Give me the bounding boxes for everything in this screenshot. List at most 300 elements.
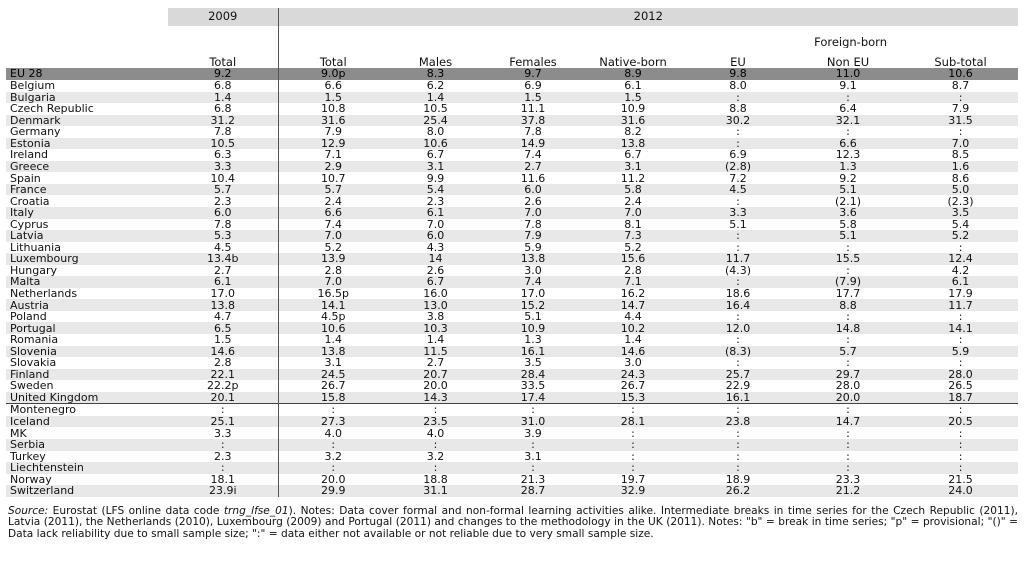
value-cell: 6.6: [793, 138, 903, 150]
value-cell: 12.3: [835, 149, 861, 161]
country-cell: Turkey: [10, 450, 46, 463]
value-cell: 2.8: [324, 264, 342, 277]
value-cell: 13.8: [168, 299, 278, 311]
value-cell: 1.4: [426, 334, 445, 346]
table-row: [6, 219, 1018, 231]
table-row: [6, 427, 1018, 439]
table-row: [6, 184, 1018, 196]
value-cell: 6.7: [388, 276, 483, 288]
value-cell: 9.0p: [278, 68, 388, 80]
value-cell: :: [846, 450, 850, 463]
value-cell: 5.1: [793, 230, 903, 242]
value-cell: 8.1: [624, 218, 642, 231]
country-cell: Portugal: [6, 322, 168, 334]
value-cell: 31.0: [483, 416, 583, 428]
value-cell: 3.8: [426, 310, 445, 323]
value-cell: 11.0: [793, 68, 903, 80]
country-cell: Spain: [10, 172, 41, 184]
value-cell: 11.1: [520, 103, 546, 115]
value-cell: 1.4: [168, 92, 278, 104]
value-cell: 14.7: [583, 299, 683, 311]
value-cell: 24.3: [583, 369, 683, 381]
table-row: [6, 474, 1018, 486]
value-cell: 16.4: [683, 299, 793, 311]
value-cell: 18.7: [903, 392, 1018, 404]
value-cell: 18.9: [725, 473, 751, 486]
value-cell: 8.0: [729, 80, 747, 92]
country-cell: Croatia: [10, 195, 50, 208]
country-cell: Finland: [6, 369, 168, 381]
value-cell: 14.8: [793, 322, 903, 334]
header-col-native-born: Native-born: [583, 26, 683, 68]
table-row: [6, 103, 1018, 115]
value-cell: 2.4: [624, 195, 642, 208]
value-cell: 6.1: [168, 276, 278, 288]
value-cell: 8.0: [426, 126, 445, 138]
value-cell: (2.3): [947, 195, 974, 208]
country-cell: Cyprus: [10, 218, 49, 231]
value-cell: 10.3: [388, 322, 483, 334]
value-cell: :: [631, 450, 635, 463]
header-row-years: [6, 8, 1018, 26]
value-cell: 20.7: [388, 369, 483, 381]
value-cell: 23.3: [835, 473, 861, 486]
value-cell: 7.0: [278, 276, 388, 288]
value-cell: 6.9: [729, 149, 747, 161]
value-cell: 14.9: [483, 138, 583, 150]
value-cell: 22.9: [725, 380, 751, 392]
value-cell: 26.2: [683, 485, 793, 497]
value-cell: 11.7: [683, 253, 793, 265]
value-cell: 18.8: [423, 473, 448, 486]
value-cell: 17.7: [835, 287, 861, 300]
value-cell: 3.0: [524, 264, 542, 277]
header-foreign-born: Foreign-born: [683, 26, 1018, 48]
value-cell: 9.2: [168, 68, 278, 80]
value-cell: 10.9: [483, 322, 583, 334]
value-cell: 10.9: [620, 103, 646, 115]
value-cell: :: [278, 439, 388, 451]
value-cell: 1.5: [583, 92, 683, 104]
value-cell: 10.7: [321, 172, 346, 184]
value-cell: 31.6: [278, 115, 388, 127]
value-cell: 25.7: [683, 369, 793, 381]
header-col-females: Females: [483, 26, 583, 68]
value-cell: :: [846, 241, 850, 254]
value-cell: 9.2: [839, 172, 857, 184]
value-cell: :: [583, 462, 683, 474]
country-cell: Romania: [10, 334, 59, 346]
value-cell: 11.5: [388, 346, 483, 358]
value-cell: 7.8: [168, 126, 278, 138]
value-cell: (8.3): [683, 346, 793, 358]
value-cell: 17.4: [483, 392, 583, 404]
value-cell: 14.6: [168, 346, 278, 358]
table-row: [6, 462, 1018, 474]
country-cell: EU 28: [6, 68, 168, 80]
value-cell: 2.7: [168, 265, 278, 277]
value-cell: :: [736, 195, 740, 208]
table-row: [6, 195, 1018, 207]
value-cell: 33.5: [520, 380, 546, 392]
value-cell: 7.9: [483, 230, 583, 242]
value-cell: 12.9: [278, 138, 388, 150]
table-row: [6, 265, 1018, 277]
value-cell: :: [168, 462, 278, 474]
value-cell: 24.5: [278, 369, 388, 381]
table-row: [6, 68, 1018, 80]
value-cell: 8.9: [583, 68, 683, 80]
country-cell: France: [6, 184, 168, 196]
value-cell: 28.1: [583, 416, 683, 428]
value-cell: 16.2: [620, 287, 646, 300]
value-cell: 1.5: [278, 92, 388, 104]
value-cell: 5.4: [388, 184, 483, 196]
value-cell: 28.4: [483, 369, 583, 381]
table-row: [6, 416, 1018, 428]
value-cell: 6.8: [168, 80, 278, 92]
country-cell: Montenegro: [6, 404, 168, 416]
value-cell: 17.9: [948, 287, 973, 300]
value-cell: 6.6: [278, 207, 388, 219]
table-row: [6, 149, 1018, 161]
value-cell: 3.9: [524, 427, 542, 439]
value-cell: 25.1: [168, 416, 278, 428]
table-notes: [8, 506, 1018, 540]
value-cell: 14: [388, 253, 483, 265]
value-cell: :: [958, 357, 963, 369]
value-cell: 2.7: [426, 357, 445, 369]
value-cell: :: [388, 404, 483, 416]
country-cell: Malta: [6, 276, 168, 288]
value-cell: 4.3: [426, 241, 445, 254]
country-cell: Luxembourg: [6, 253, 168, 265]
value-cell: 4.5p: [321, 310, 346, 323]
value-cell: :: [736, 427, 740, 439]
value-cell: 6.3: [168, 149, 278, 161]
value-cell: 11.6: [520, 172, 546, 184]
value-cell: :: [903, 462, 1018, 474]
value-cell: 23.8: [683, 416, 793, 428]
source-label: Source:: [8, 505, 49, 517]
value-cell: 10.6: [278, 322, 388, 334]
country-cell: Iceland: [6, 416, 168, 428]
table-row: [6, 369, 1018, 381]
value-cell: 1.4: [388, 92, 483, 104]
table-row: [6, 404, 1018, 416]
country-cell: Switzerland: [6, 485, 168, 497]
value-cell: 8.5: [951, 149, 970, 161]
table-row: [6, 299, 1018, 311]
value-cell: 5.7: [793, 346, 903, 358]
value-cell: (2.1): [834, 195, 862, 208]
value-cell: :: [736, 310, 740, 323]
value-cell: :: [388, 462, 483, 474]
value-cell: :: [168, 404, 278, 416]
value-cell: 6.0: [168, 207, 278, 219]
value-cell: 5.1: [524, 310, 542, 323]
table-row: [6, 172, 1018, 184]
value-cell: 6.5: [168, 322, 278, 334]
value-cell: :: [793, 404, 903, 416]
value-cell: 9.1: [839, 80, 857, 92]
value-cell: 7.3: [583, 230, 683, 242]
value-cell: :: [736, 126, 740, 138]
value-cell: 7.1: [583, 276, 683, 288]
value-cell: 16.0: [423, 287, 448, 300]
value-cell: :: [683, 439, 793, 451]
value-cell: 2.6: [524, 195, 542, 208]
value-cell: :: [483, 439, 583, 451]
value-cell: 6.7: [624, 149, 642, 161]
value-cell: :: [846, 427, 850, 439]
value-cell: 2.6: [426, 264, 445, 277]
value-cell: 1.5: [168, 334, 278, 346]
value-cell: 20.0: [793, 392, 903, 404]
country-cell: Austria: [6, 299, 168, 311]
value-cell: 3.5: [524, 357, 542, 369]
country-cell: Norway: [10, 473, 52, 486]
value-cell: :: [278, 462, 388, 474]
value-cell: 6.1: [624, 80, 642, 92]
country-cell: Slovakia: [10, 357, 57, 369]
value-cell: 22.1: [168, 369, 278, 381]
value-cell: 20.0: [321, 473, 346, 486]
value-cell: :: [388, 439, 483, 451]
value-cell: 7.0: [903, 138, 1018, 150]
value-cell: 10.6: [903, 68, 1018, 80]
country-cell: Poland: [10, 310, 47, 323]
value-cell: 20.5: [903, 416, 1018, 428]
value-cell: 17.0: [520, 287, 546, 300]
value-cell: 7.0: [583, 207, 683, 219]
value-cell: 24.0: [903, 485, 1018, 497]
value-cell: 6.2: [426, 80, 445, 92]
value-cell: 32.9: [583, 485, 683, 497]
country-cell: Slovenia: [6, 346, 168, 358]
value-cell: 7.4: [324, 218, 342, 231]
country-cell: Denmark: [6, 115, 168, 127]
value-cell: 5.2: [903, 230, 1018, 242]
header-col-total-2009: Total: [168, 26, 278, 68]
value-cell: (4.3): [724, 264, 752, 277]
table-row: [6, 451, 1018, 463]
value-cell: 31.1: [388, 485, 483, 497]
value-cell: 21.2: [793, 485, 903, 497]
value-cell: 2.4: [324, 195, 342, 208]
country-cell: MK: [10, 427, 27, 439]
value-cell: 6.1: [903, 276, 1018, 288]
value-cell: 3.6: [793, 207, 903, 219]
value-cell: 13.4b: [168, 253, 278, 265]
value-cell: 25.4: [388, 115, 483, 127]
value-cell: :: [683, 276, 793, 288]
value-cell: 14.1: [278, 299, 388, 311]
value-cell: 14.3: [388, 392, 483, 404]
country-cell: Ireland: [10, 149, 49, 161]
value-cell: :: [736, 450, 740, 463]
value-cell: 7.1: [324, 149, 342, 161]
value-cell: 10.2: [583, 322, 683, 334]
value-cell: 3.2: [426, 450, 445, 463]
value-cell: 17.0: [168, 288, 278, 300]
value-cell: 5.1: [729, 218, 747, 231]
country-cell: Serbia: [6, 439, 168, 451]
source-pre: Eurostat (LFS online data code: [48, 505, 224, 517]
value-cell: :: [483, 404, 583, 416]
country-cell: Hungary: [10, 264, 57, 277]
country-cell: Estonia: [6, 138, 168, 150]
value-cell: 3.1: [583, 161, 683, 173]
table-row: [6, 288, 1018, 300]
value-cell: 7.0: [426, 218, 445, 231]
value-cell: :: [846, 310, 850, 323]
value-cell: 29.9: [278, 485, 388, 497]
value-cell: 3.1: [324, 357, 342, 369]
value-cell: 5.8: [583, 184, 683, 196]
value-cell: 6.4: [839, 103, 857, 115]
value-cell: 11.2: [620, 172, 646, 184]
value-cell: 6.7: [426, 149, 445, 161]
value-cell: :: [736, 241, 740, 254]
value-cell: 10.8: [321, 103, 346, 115]
table-row: [6, 276, 1018, 288]
value-cell: 10.5: [423, 103, 448, 115]
value-cell: 13.8: [483, 253, 583, 265]
value-cell: 7.0: [278, 230, 388, 242]
value-cell: 19.7: [620, 473, 646, 486]
value-cell: 3.1: [388, 161, 483, 173]
value-cell: :: [846, 264, 850, 277]
value-cell: 6.6: [324, 80, 342, 92]
value-cell: :: [846, 357, 850, 369]
value-cell: 31.2: [168, 115, 278, 127]
value-cell: 7.4: [483, 276, 583, 288]
value-cell: 8.8: [729, 103, 747, 115]
value-cell: :: [793, 92, 903, 104]
source-code: trng_lfse_01: [223, 505, 289, 517]
value-cell: :: [683, 230, 793, 242]
value-cell: :: [846, 334, 850, 346]
value-cell: 5.8: [839, 218, 857, 231]
value-cell: 13.0: [388, 299, 483, 311]
value-cell: :: [583, 404, 683, 416]
value-cell: :: [846, 126, 850, 138]
value-cell: 15.2: [483, 299, 583, 311]
value-cell: :: [683, 92, 793, 104]
value-cell: 8.3: [388, 68, 483, 80]
value-cell: :: [903, 404, 1018, 416]
value-cell: 7.9: [324, 126, 342, 138]
value-cell: 15.6: [583, 253, 683, 265]
value-cell: :: [903, 92, 1018, 104]
value-cell: 1.4: [324, 334, 342, 346]
value-cell: 15.8: [278, 392, 388, 404]
header-row-groups: [6, 26, 1018, 48]
value-cell: 6.9: [524, 80, 542, 92]
value-cell: 6.1: [388, 207, 483, 219]
value-cell: 5.2: [624, 241, 642, 254]
table-row: [6, 392, 1018, 404]
table-row: [6, 126, 1018, 138]
value-cell: 4.7: [168, 311, 278, 323]
value-cell: 2.8: [168, 357, 278, 369]
value-cell: 9.7: [483, 68, 583, 80]
value-cell: (7.9): [793, 276, 903, 288]
value-cell: 11.7: [903, 299, 1018, 311]
table-row: [6, 161, 1018, 173]
value-cell: 4.2: [951, 264, 970, 277]
value-cell: 1.3: [524, 334, 542, 346]
value-cell: 28.7: [483, 485, 583, 497]
table-row: [6, 380, 1018, 392]
value-cell: 1.5: [483, 92, 583, 104]
value-cell: 8.2: [624, 126, 642, 138]
value-cell: 9.9: [426, 172, 445, 184]
value-cell: 4.5: [683, 184, 793, 196]
value-cell: 37.8: [483, 115, 583, 127]
table-row: [6, 138, 1018, 150]
value-cell: 7.8: [168, 219, 278, 231]
value-cell: 14.6: [583, 346, 683, 358]
value-cell: 16.5p: [317, 287, 349, 300]
value-cell: 20.1: [168, 392, 278, 404]
header-col-non-eu: Non EU: [793, 48, 903, 68]
data-table: [6, 8, 1018, 497]
value-cell: 2.9: [278, 161, 388, 173]
header-col-total-2012: Total: [278, 26, 388, 68]
value-cell: 18.1: [168, 474, 278, 486]
value-cell: 6.0: [483, 184, 583, 196]
value-cell: :: [793, 439, 903, 451]
value-cell: 29.7: [793, 369, 903, 381]
value-cell: 21.3: [520, 473, 546, 486]
value-cell: 3.0: [624, 357, 642, 369]
value-cell: 28.0: [835, 380, 861, 392]
value-cell: 7.9: [951, 103, 970, 115]
value-cell: 22.2p: [168, 380, 278, 392]
value-cell: 3.2: [324, 450, 342, 463]
value-cell: 5.7: [168, 184, 278, 196]
header-year-2012: 2012: [278, 8, 1018, 26]
country-cell: Bulgaria: [6, 92, 168, 104]
value-cell: 26.7: [620, 380, 646, 392]
value-cell: 10.5: [168, 138, 278, 150]
value-cell: :: [483, 462, 583, 474]
country-cell: Sweden: [10, 380, 54, 392]
value-cell: 6.8: [168, 103, 278, 115]
value-cell: 3.1: [524, 450, 542, 463]
value-cell: 7.0: [483, 207, 583, 219]
value-cell: 13.9: [278, 253, 388, 265]
value-cell: :: [958, 310, 963, 323]
value-cell: 8.6: [951, 172, 970, 184]
value-cell: 26.5: [948, 380, 973, 392]
country-cell: Latvia: [6, 230, 168, 242]
value-cell: 32.1: [793, 115, 903, 127]
value-cell: :: [958, 450, 963, 463]
value-cell: :: [583, 439, 683, 451]
value-cell: 4.5: [168, 242, 278, 254]
value-cell: 10.4: [168, 172, 278, 184]
value-cell: 16.1: [683, 392, 793, 404]
value-cell: 26.7: [321, 380, 346, 392]
value-cell: 10.6: [388, 138, 483, 150]
table-row: [6, 242, 1018, 254]
value-cell: :: [736, 334, 740, 346]
country-cell: Czech Republic: [10, 103, 94, 115]
table-body: [6, 68, 1018, 497]
